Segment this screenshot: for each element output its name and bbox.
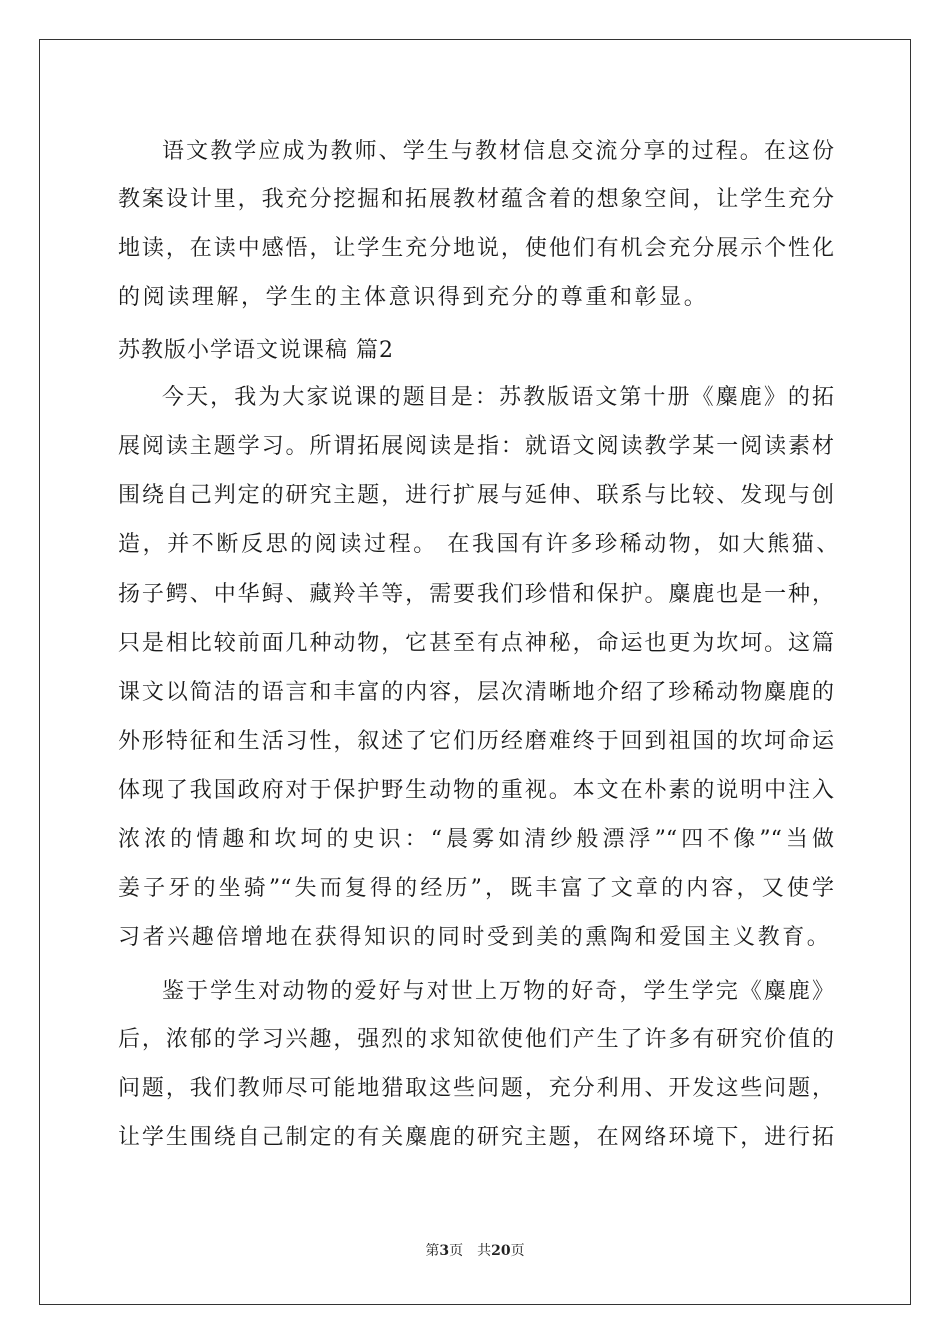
paragraph-line: 地读，在读中感悟，让学生充分地说，使他们有机会充分展示个性化	[118, 236, 834, 261]
paragraph-line: 课文以简洁的语言和丰富的内容，层次清晰地介绍了珍稀动物麋鹿的	[118, 680, 834, 705]
paragraph-line: 问题，我们教师尽可能地猎取这些问题，充分利用、开发这些问题，	[118, 1076, 834, 1101]
paragraph-line: 的阅读理解，学生的主体意识得到充分的尊重和彰显。	[118, 285, 709, 310]
page-prefix: 第	[425, 1243, 440, 1259]
paragraph-line: 围绕自己判定的研究主题，进行扩展与延伸、联系与比较、发现与创	[118, 483, 834, 508]
page-number-footer	[0, 1242, 950, 1260]
current-page-number: 3	[439, 1243, 450, 1259]
total-suffix: 页	[510, 1243, 525, 1259]
paragraph-line: 外形特征和生活习性，叙述了它们历经磨难终于回到祖国的坎坷命运	[118, 729, 834, 754]
paragraph-line: 习者兴趣倍增地在获得知识的同时受到美的熏陶和爱国主义教育。	[118, 925, 832, 950]
paragraph-line: 只是相比较前面几种动物，它甚至有点神秘，命运也更为坎坷。这篇	[118, 631, 834, 656]
section-heading: 苏教版小学语文说课稿 篇2	[118, 338, 394, 363]
paragraph-line: 后，浓郁的学习兴趣，强烈的求知欲使他们产生了许多有研究价值的	[118, 1027, 834, 1052]
paragraph-line: 语文教学应成为教师、学生与教材信息交流分享的过程。在这份	[162, 139, 834, 164]
paragraph-line: 鉴于学生对动物的爱好与对世上万物的好奇，学生学完《麋鹿》	[162, 979, 834, 1004]
paragraph-line: 让学生围绕自己制定的有关麋鹿的研究主题，在网络环境下，进行拓	[118, 1125, 834, 1150]
paragraph-line: 姜子牙的坐骑”“失而复得的经历”，既丰富了文章的内容，又使学	[118, 876, 834, 901]
page-border	[39, 39, 911, 1305]
page-suffix: 页	[449, 1243, 464, 1259]
paragraph-line: 体现了我国政府对于保护野生动物的重视。本文在朴素的说明中注入	[118, 778, 834, 803]
total-prefix: 共	[477, 1243, 492, 1259]
paragraph-line: 扬子鳄、中华鲟、藏羚羊等，需要我们珍惜和保护。麋鹿也是一种，	[118, 582, 834, 607]
paragraph-line: 展阅读主题学习。所谓拓展阅读是指：就语文阅读教学某一阅读素材	[118, 434, 834, 459]
paragraph-line: 浓浓的情趣和坎坷的史识：“晨雾如清纱般漂浮”“四不像”“当做	[118, 827, 834, 852]
paragraph-line: 造，并不断反思的阅读过程。 在我国有许多珍稀动物，如大熊猫、	[118, 532, 841, 557]
paragraph-line: 教案设计里，我充分挖掘和拓展教材蕴含着的想象空间，让学生充分	[118, 187, 834, 212]
total-page-count: 20	[491, 1243, 511, 1259]
paragraph-line: 今天，我为大家说课的题目是：苏教版语文第十册《麋鹿》的拓	[162, 385, 834, 410]
